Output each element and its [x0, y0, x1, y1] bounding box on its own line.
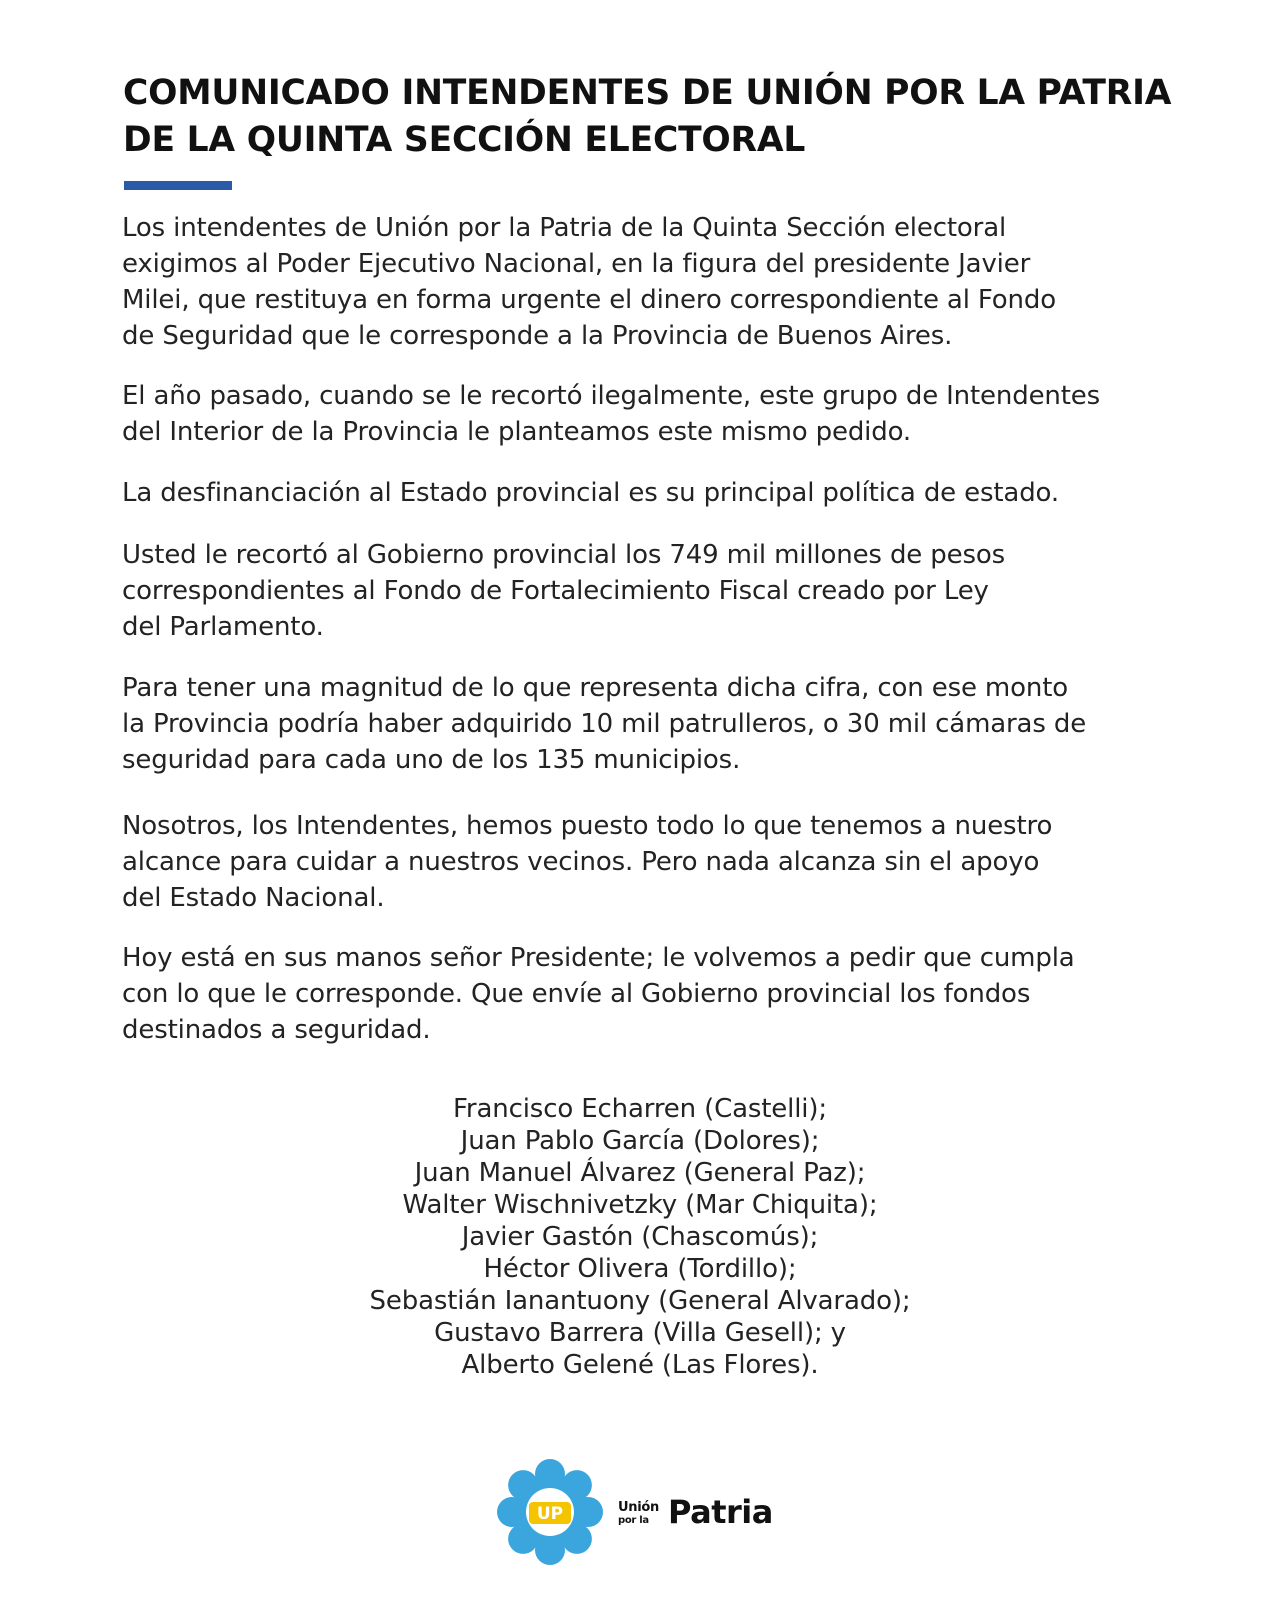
- paragraph-1: [122, 210, 1182, 354]
- text-line: de Seguridad que le corresponde a la Provincia de Buenos Aires.: [122, 321, 953, 351]
- logo-text-patria: Patria: [668, 1493, 773, 1531]
- text-line: Los intendentes de Unión por la Patria de la Quinta Sección electoral: [122, 213, 1007, 243]
- text-line: El año pasado, cuando se le recortó ilegalmente, este grupo de Intendentes: [122, 381, 1101, 411]
- logo-text-union: Unión: [618, 1500, 659, 1515]
- paragraph-2: [122, 378, 1182, 450]
- title-line-2: DE LA QUINTA SECCIÓN ELECTORAL: [123, 120, 806, 160]
- text-line: del Estado Nacional.: [122, 883, 385, 913]
- paragraph-5: [122, 670, 1182, 778]
- text-line: alcance para cuidar a nuestros vecinos. Pero nada alcanza sin el apoyo: [122, 847, 1040, 877]
- page-title: [123, 70, 1183, 164]
- text-line: correspondientes al Fondo de Fortalecimiento Fiscal creado por Ley: [122, 576, 989, 606]
- logo-badge-text: UP: [536, 1504, 564, 1524]
- text-line: Milei, que restituya en forma urgente el dinero correspondiente al Fondo: [122, 285, 1056, 315]
- text-line: La desfinanciación al Estado provincial es su principal política de estado.: [122, 478, 1059, 508]
- text-line: Hoy está en sus manos señor Presidente; le volvemos a pedir que cumpla: [122, 943, 1075, 973]
- signatory: Francisco Echarren (Castelli);: [453, 1094, 827, 1124]
- text-line: Para tener una magnitud de lo que representa dicha cifra, con ese monto: [122, 673, 1068, 703]
- text-line: Usted le recortó al Gobierno provincial los 749 mil millones de pesos: [122, 540, 1006, 570]
- signatory: Sebastián Ianantuony (General Alvarado);: [369, 1286, 911, 1316]
- signatory: Javier Gastón (Chascomús);: [461, 1222, 819, 1252]
- paragraph-3: [122, 475, 1182, 511]
- union-por-la-patria-logo: [490, 1452, 790, 1572]
- text-line: del Parlamento.: [122, 612, 324, 642]
- paragraph-6: [122, 808, 1182, 916]
- text-line: la Provincia podría haber adquirido 10 mil patrulleros, o 30 mil cámaras de: [122, 709, 1087, 739]
- signatory: Juan Manuel Álvarez (General Paz);: [414, 1158, 866, 1188]
- signatory: Alberto Gelené (Las Flores).: [461, 1350, 819, 1380]
- signatory: Gustavo Barrera (Villa Gesell); y: [434, 1318, 846, 1348]
- signatories-list: [240, 1093, 1040, 1381]
- paragraph-4: [122, 537, 1182, 645]
- logo-text-por-la: por la: [618, 1515, 649, 1526]
- text-line: exigimos al Poder Ejecutivo Nacional, en la figura del presidente Javier: [122, 249, 1031, 279]
- signatory: Walter Wischnivetzky (Mar Chiquita);: [402, 1190, 878, 1220]
- title-accent-bar: [124, 181, 232, 190]
- text-line: con lo que le corresponde. Que envíe al Gobierno provincial los fondos: [122, 979, 1031, 1009]
- paragraph-7: [122, 940, 1182, 1048]
- text-line: del Interior de la Provincia le planteamos este mismo pedido.: [122, 417, 912, 447]
- sun-star-icon: [490, 1452, 610, 1572]
- signatory: Héctor Olivera (Tordillo);: [483, 1254, 797, 1284]
- title-line-1: COMUNICADO INTENDENTES DE UNIÓN POR LA PATRIA: [123, 73, 1172, 113]
- text-line: destinados a seguridad.: [122, 1015, 431, 1045]
- text-line: seguridad para cada uno de los 135 municipios.: [122, 745, 741, 775]
- signatory: Juan Pablo García (Dolores);: [460, 1126, 820, 1156]
- text-line: Nosotros, los Intendentes, hemos puesto todo lo que tenemos a nuestro: [122, 811, 1053, 841]
